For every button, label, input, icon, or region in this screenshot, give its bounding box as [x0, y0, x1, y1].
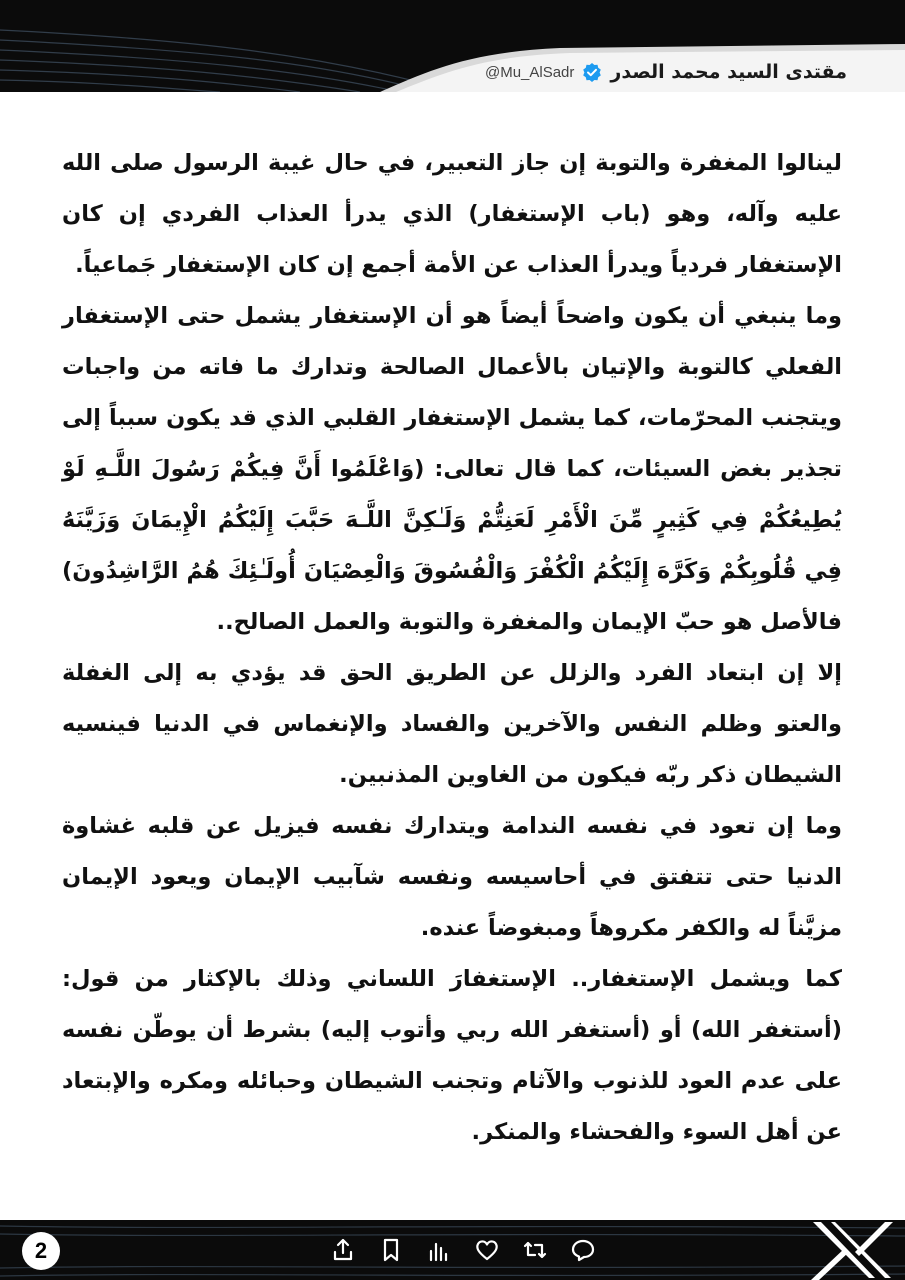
paragraph: وما ينبغي أن يكون واضحاً أيضاً هو أن الإستغفار يشمل حتى الإستغفار الفعلي كالتوبة والإتيان بالأعمال الصالحة وتدارك ما فاته من واجبات ويتجنب المحرّمات، كما يشمل الإستغفار القلبي الذي قد يكون سبباً إلى تجذير بغض السيئات، كما قال تعالى: (وَاعْلَمُوا أَنَّ فِيكُمْ رَسُولَ اللَّـهِ لَوْ يُطِيعُكُمْ فِي كَثِيرٍ مِّنَ الْأَمْرِ لَعَنِتُّمْ وَلَـٰكِنَّ اللَّـهَ حَبَّبَ إِلَيْكُمُ الْإِيمَانَ وَزَيَّنَهُ فِي قُلُوبِكُمْ وَكَرَّهَ إِلَيْكُمُ الْكُفْرَ وَالْفُسُوقَ وَالْعِصْيَانَ أُولَـٰئِكَ هُمُ الرَّاشِدُونَ) فالأصل هو حبّ الإيمان والمغفرة والتوبة والعمل الصالح..: [62, 303, 842, 635]
header-banner: [0, 0, 905, 92]
tweet-actions: [330, 1234, 596, 1266]
views-icon[interactable]: [426, 1237, 452, 1263]
page-number: 2: [22, 1232, 60, 1270]
share-icon[interactable]: [330, 1237, 356, 1263]
paragraph: كما ويشمل الإستغفار.. الإستغفارَ اللساني وذلك بالإكثار من قول: (أستغفر الله) أو (أستغفر الله ربي وأتوب إليه) بشرط أن يوطّن نفسه على عدم العود للذنوب والآثام وتجنب الشيطان وحبائله ومكره والإبتعاد عن أهل السوء والفحشاء والمنكر.: [62, 966, 842, 1145]
paragraph: لينالوا المغفرة والتوبة إن جاز التعبير، في حال غيبة الرسول صلى الله عليه وآله، وهو (باب الإستغفار) الذي يدرأ العذاب الفردي إن كان الإستغفار فردياً ويدرأ العذاب عن الأمة أجمع إن كان الإستغفار جَماعياً.: [62, 150, 842, 278]
reply-icon[interactable]: [570, 1237, 596, 1263]
footer-bar: [0, 1220, 905, 1280]
article-body: [62, 138, 842, 1158]
repost-icon[interactable]: [522, 1237, 548, 1263]
like-icon[interactable]: [474, 1237, 500, 1263]
paragraph: إلا إن ابتعاد الفرد والزلل عن الطريق الحق قد يؤدي به إلى الغفلة والعتو وظلم النفس والآخرين والفساد والإنغماس في الدنيا فينسيه الشيطان ذكر ربّه فيكون من الغاوين المذنبين.: [62, 660, 842, 788]
author-handle[interactable]: @Mu_AlSadr: [484, 63, 575, 81]
verified-badge-icon: [582, 62, 602, 82]
bookmark-icon[interactable]: [378, 1237, 404, 1263]
paragraph: وما إن تعود في نفسه الندامة ويتدارك نفسه فيزيل عن قلبه غشاوة الدنيا حتى تتفتق في أحاسيسه ونفسه شآبيب الإيمان ويعود الإيمان مزيَّناً له والكفر مكروهاً ومبغوضاً عنده.: [62, 813, 842, 941]
x-logo-icon: [805, 1220, 895, 1280]
author-name[interactable]: مقتدى السيد محمد الصدر: [610, 61, 847, 83]
author-block: [485, 58, 847, 86]
